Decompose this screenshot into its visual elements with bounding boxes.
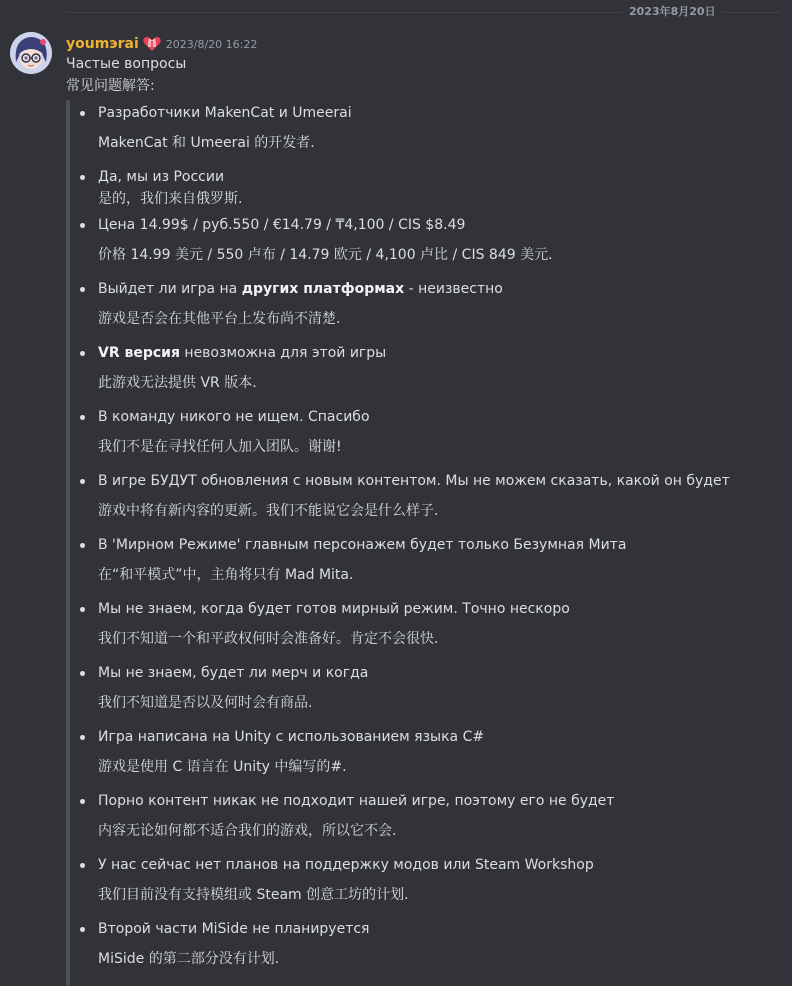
faq-question: Игра написана на Unity с использованием языка C# xyxy=(98,729,485,745)
faq-item xyxy=(98,920,369,968)
faq-item xyxy=(98,168,242,208)
bullet-icon xyxy=(80,607,85,612)
faq-item xyxy=(98,472,730,520)
bullet-icon xyxy=(80,223,85,228)
faq-question-bold: VR версия xyxy=(98,345,180,361)
faq-answer: MiSide 的第二部分没有计划. xyxy=(98,951,280,967)
faq-item xyxy=(98,728,484,776)
faq-answer: 我们不是在寻找任何人加入团队。谢谢! xyxy=(98,439,342,455)
faq-question: В игре БУДУТ обновления с новым контентом. Мы не можем сказать, какой он будет xyxy=(98,473,730,489)
faq-question-text: - неизвестно xyxy=(404,281,503,297)
heart-gift-icon xyxy=(142,36,162,52)
faq-question: У нас сейчас нет планов на поддержку модов или Steam Workshop xyxy=(98,857,594,873)
bullet-icon xyxy=(80,927,85,932)
faq-item xyxy=(98,792,614,840)
message-title-zh: 常见问题解答: xyxy=(66,78,155,94)
bullet-icon xyxy=(80,287,85,292)
faq-answer: 是的，我们来自俄罗斯. xyxy=(98,191,243,207)
faq-answer: 游戏是使用 C 语言在 Unity 中编写的#. xyxy=(98,759,347,775)
bullet-icon xyxy=(80,735,85,740)
faq-question: Цена 14.99$ / руб.550 / €14.79 / ₸4,100 / CIS $8.49 xyxy=(98,217,466,233)
faq-question-bold: других платформах xyxy=(241,281,405,297)
date-divider-label: 2023年8月20日 xyxy=(623,4,722,20)
faq-item xyxy=(98,856,594,904)
faq-item xyxy=(98,344,386,392)
faq-question: В команду никого не ищем. Спасибо xyxy=(98,409,370,425)
faq-answer: 内容无论如何都不适合我们的游戏，所以它不会. xyxy=(98,823,397,839)
faq-answer: MakenCat 和 Umeerai 的开发者. xyxy=(98,135,315,151)
faq-question: Второй части MiSide не планируется xyxy=(98,921,370,937)
bullet-icon xyxy=(80,351,85,356)
faq-item xyxy=(98,280,503,328)
faq-item xyxy=(98,104,352,152)
faq-answer: 在“和平模式”中，主角将只有 Mad Mita. xyxy=(98,567,354,583)
bullet-icon xyxy=(80,479,85,484)
bullet-icon xyxy=(80,543,85,548)
faq-item xyxy=(98,600,570,648)
username[interactable]: youmэrai xyxy=(66,36,139,52)
faq-question-text: невозможна для этой игры xyxy=(179,345,387,361)
faq-answer: 我们目前没有支持模组或 Steam 创意工坊的计划. xyxy=(98,887,409,903)
faq-question: Да, мы из России xyxy=(98,169,225,185)
bullet-icon xyxy=(80,111,85,116)
faq-answer: 此游戏无法提供 VR 版本. xyxy=(98,375,257,391)
faq-question: Мы не знаем, когда будет готов мирный режим. Точно нескоро xyxy=(98,601,570,617)
faq-answer: 我们不知道是否以及何时会有商品. xyxy=(98,695,313,711)
bullet-icon xyxy=(80,799,85,804)
faq-question: Порно контент никак не подходит нашей игре, поэтому его не будет xyxy=(98,793,615,809)
blockquote-bar xyxy=(66,100,70,986)
faq-item xyxy=(98,408,370,456)
message-title-ru: Частые вопросы xyxy=(66,56,187,72)
avatar[interactable] xyxy=(10,32,52,74)
faq-question-text: Выйдет ли игра на xyxy=(98,281,242,297)
faq-answer: 我们不知道一个和平政权何时会准备好。肯定不会很快. xyxy=(98,631,439,647)
faq-answer: 价格 14.99 美元 / 550 卢布 / 14.79 欧元 / 4,100 卢比 / CIS 849 美元. xyxy=(98,247,553,263)
faq-item xyxy=(98,536,626,584)
bullet-icon xyxy=(80,415,85,420)
bullet-icon xyxy=(80,863,85,868)
faq-question xyxy=(98,280,503,298)
faq-question: Мы не знаем, будет ли мерч и когда xyxy=(98,665,369,681)
faq-answer: 游戏中将有新内容的更新。我们不能说它会是什么样子. xyxy=(98,503,439,519)
faq-item xyxy=(98,664,368,712)
avatar-image xyxy=(10,32,52,74)
faq-question xyxy=(98,344,386,362)
message-timestamp[interactable]: 2023/8/20 16:22 xyxy=(165,37,258,51)
bullet-icon xyxy=(80,175,85,180)
message-header xyxy=(66,34,257,54)
faq-question: Разработчики MakenCat и Umeerai xyxy=(98,105,352,121)
faq-answer: 游戏是否会在其他平台上发布尚不清楚. xyxy=(98,311,341,327)
bullet-icon xyxy=(80,671,85,676)
faq-question: В 'Мирном Режиме' главным персонажем будет только Безумная Мита xyxy=(98,537,627,553)
faq-item xyxy=(98,216,553,264)
